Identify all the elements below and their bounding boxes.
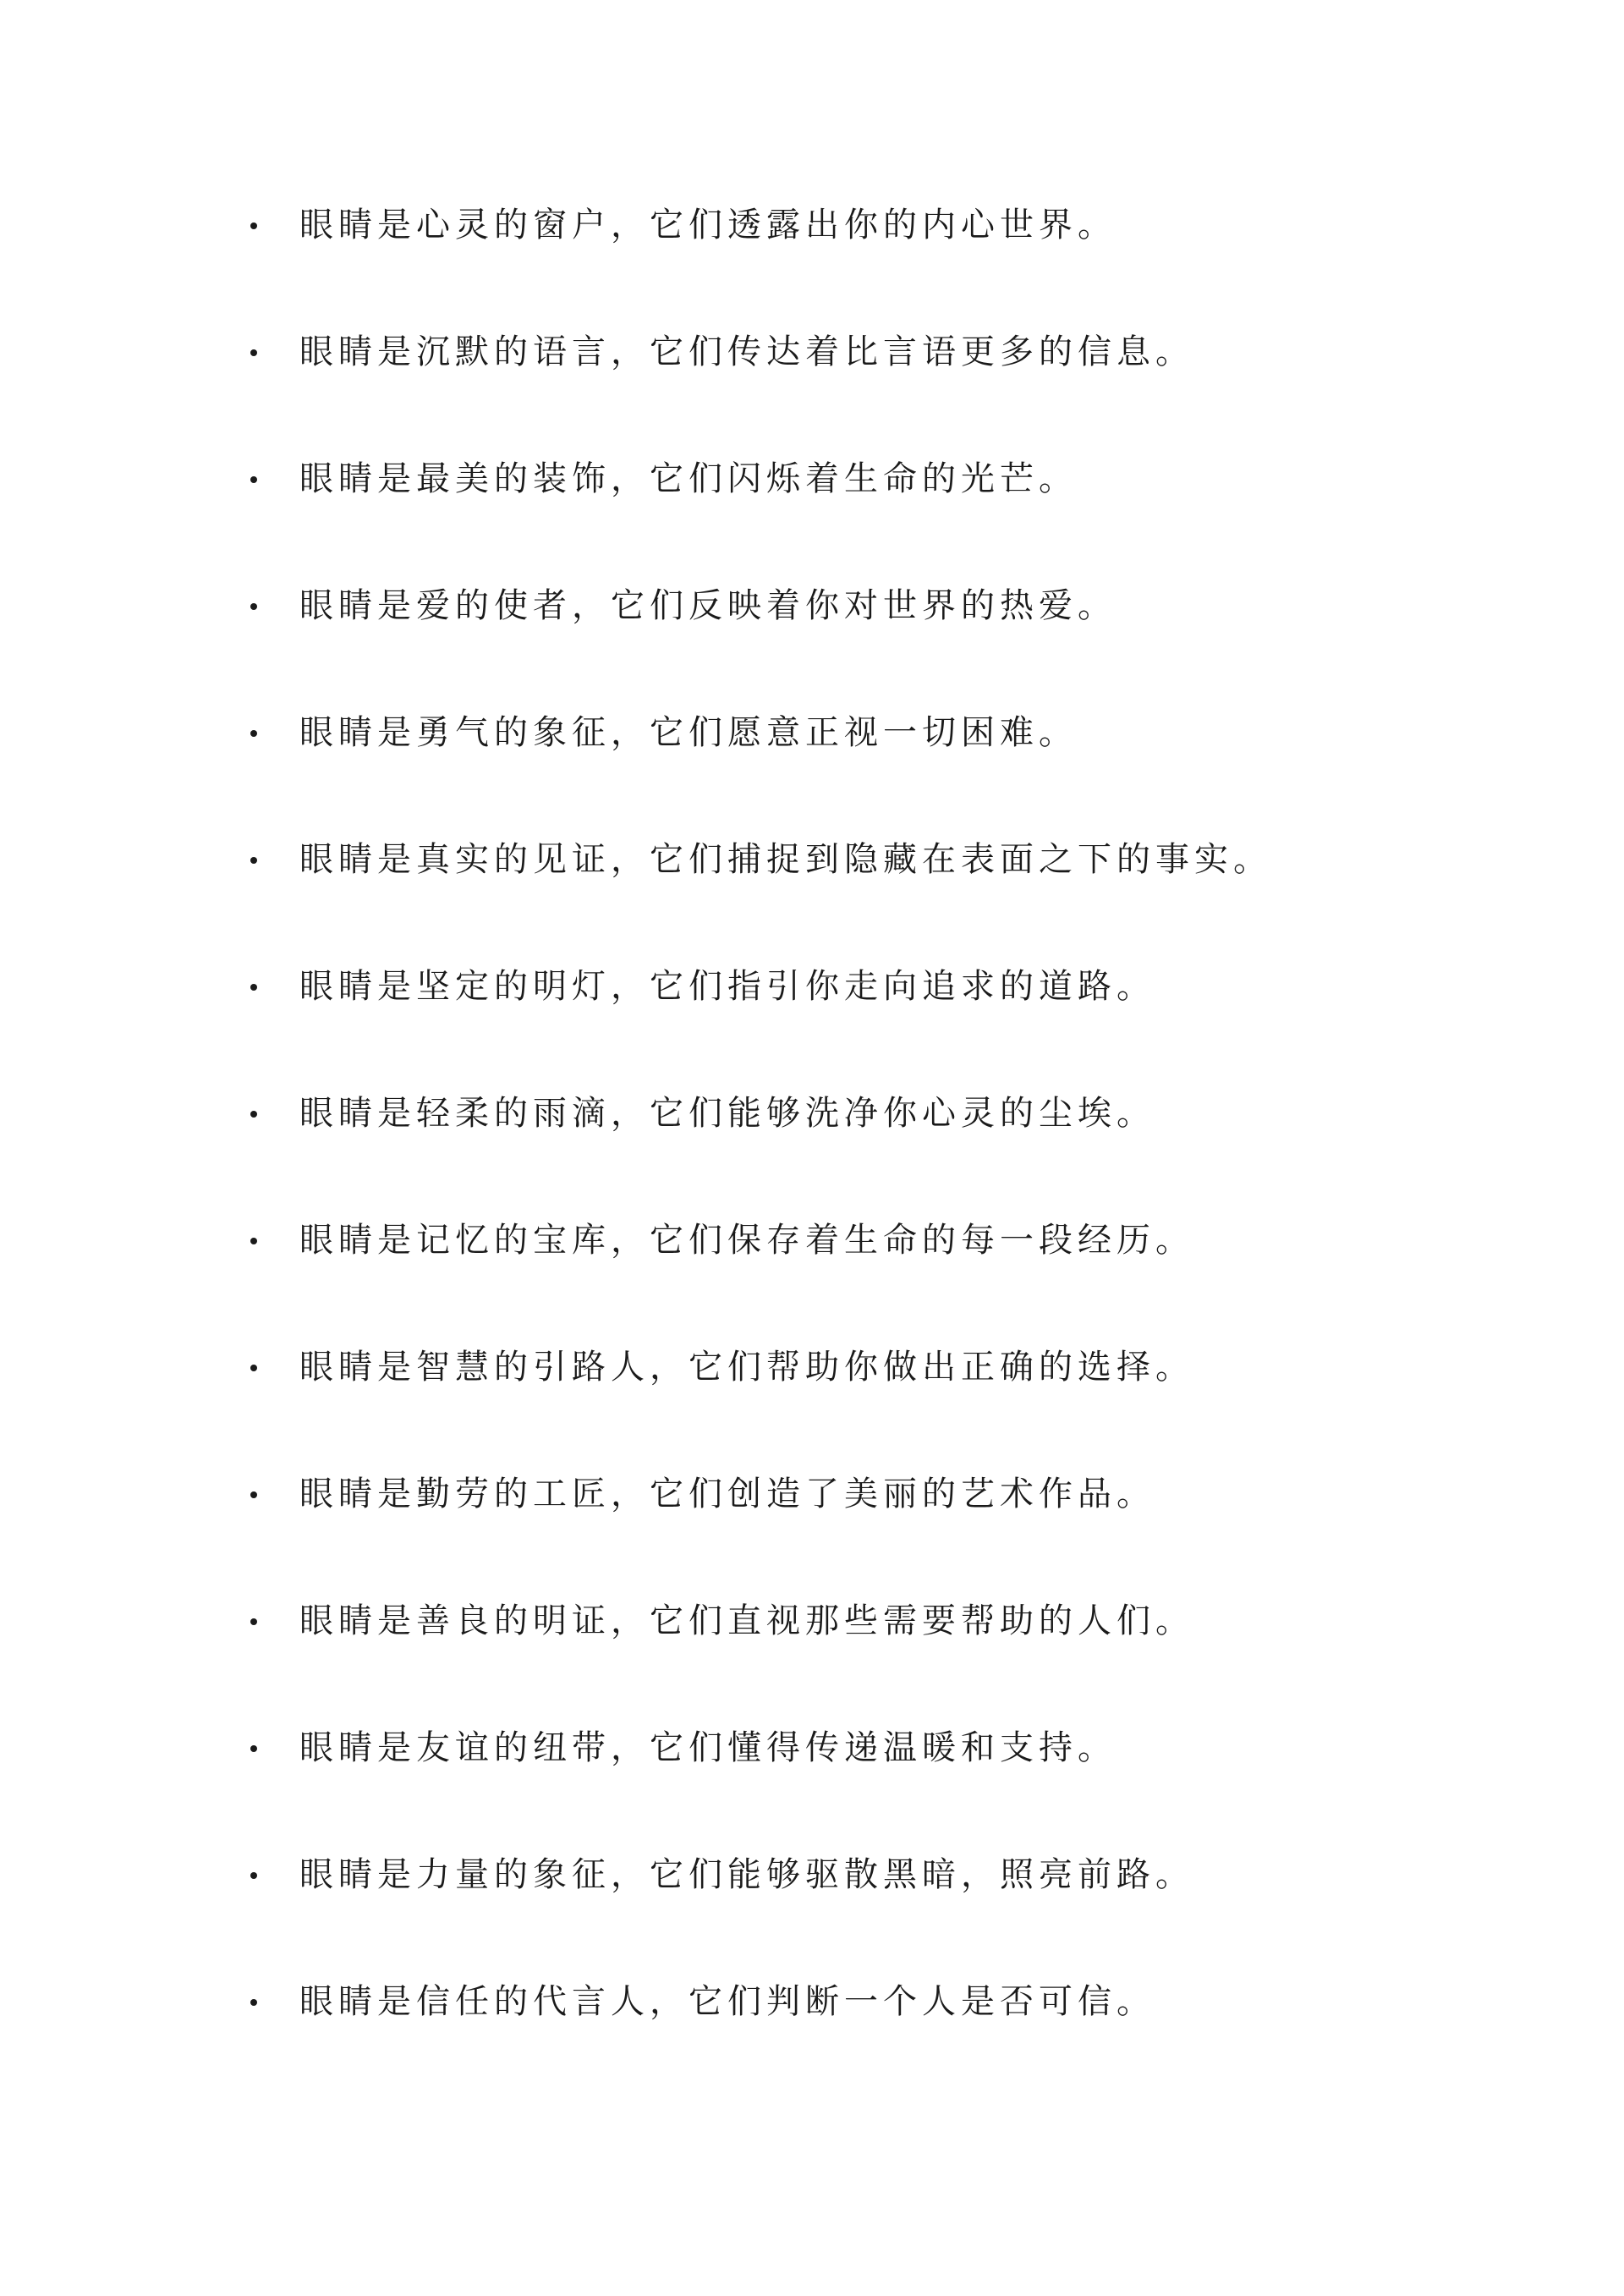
- list-item-text: 眼睛是信任的代言人，它们判断一个人是否可信。: [299, 1982, 1155, 2021]
- bullet-icon: [250, 1618, 257, 1625]
- list-item-text: 眼睛是智慧的引路人，它们帮助你做出正确的选择。: [299, 1348, 1194, 1387]
- list-item-text: 眼睛是心灵的窗户，它们透露出你的内心世界。: [299, 206, 1116, 244]
- bullet-icon: [250, 984, 257, 991]
- list-item-text: 眼睛是最美的装饰，它们闪烁着生命的光芒。: [299, 459, 1078, 498]
- bullet-icon: [250, 730, 257, 737]
- bullet-icon: [250, 349, 257, 356]
- bullet-icon: [250, 1999, 257, 2006]
- bullet-icon: [250, 857, 257, 864]
- list-item-text: 眼睛是真实的见证，它们捕捉到隐藏在表面之下的事实。: [299, 840, 1272, 879]
- bullet-icon: [250, 1365, 257, 1371]
- list-item-text: 眼睛是善良的明证，它们直视那些需要帮助的人们。: [299, 1601, 1194, 1640]
- bullet-icon: [250, 1111, 257, 1118]
- list-item-text: 眼睛是力量的象征，它们能够驱散黑暗，照亮前路。: [299, 1855, 1194, 1894]
- bullet-icon: [250, 1872, 257, 1879]
- bullet-icon: [250, 1491, 257, 1498]
- list-item-text: 眼睛是爱的使者，它们反映着你对世界的热爱。: [299, 586, 1116, 625]
- list-item-text: 眼睛是记忆的宝库，它们保存着生命的每一段经历。: [299, 1221, 1194, 1260]
- list-item-text: 眼睛是沉默的语言，它们传达着比言语更多的信息。: [299, 332, 1194, 371]
- list-item-text: 眼睛是勤劳的工匠，它们创造了美丽的艺术作品。: [299, 1475, 1155, 1513]
- bullet-icon: [250, 603, 257, 610]
- bullet-icon: [250, 1238, 257, 1244]
- list-item-text: 眼睛是坚定的明灯，它们指引你走向追求的道路。: [299, 967, 1155, 1006]
- bullet-icon: [250, 222, 257, 229]
- list-item-text: 眼睛是轻柔的雨滴，它们能够洗净你心灵的尘埃。: [299, 1094, 1155, 1133]
- list-item-text: 眼睛是勇气的象征，它们愿意正视一切困难。: [299, 713, 1078, 752]
- bullet-icon: [250, 476, 257, 483]
- bullet-icon: [250, 1745, 257, 1752]
- list-item-text: 眼睛是友谊的纽带，它们懂得传递温暖和支持。: [299, 1728, 1116, 1767]
